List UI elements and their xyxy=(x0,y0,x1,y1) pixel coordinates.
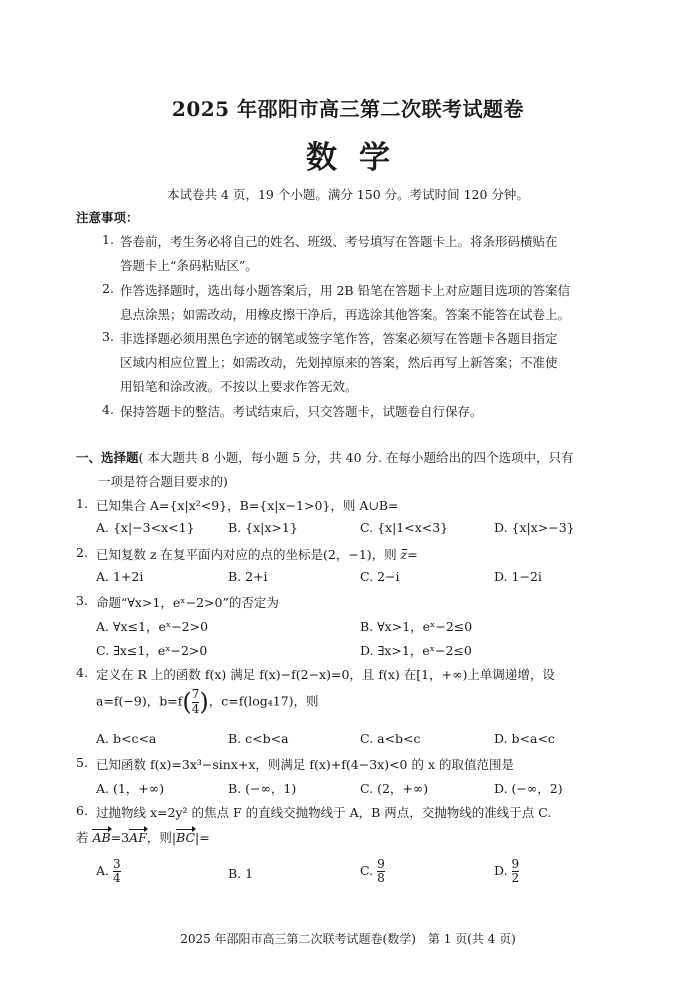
page-footer: 2025 年邵阳市高三第二次联考试题卷(数学) 第 1 页(共 4 页) xyxy=(180,932,516,946)
q1-option-c: C. {x|1<x<3} xyxy=(360,520,449,535)
subject-title: 数学 xyxy=(306,140,412,176)
notice-item-2-line-1: 作答选择题时，选出每小题答案后，用 2B 铅笔在答题卡上对应题目选项的答案信 xyxy=(120,283,571,298)
q4-option-d: D. b<a<c xyxy=(494,731,555,746)
q4-a-part: a=f(−9)，b=f xyxy=(96,693,183,709)
q6-vector-ab: AB xyxy=(92,830,111,845)
q6-option-c-den: 8 xyxy=(377,871,385,886)
q2-stem-a: 已知复数 z 在复平面内对应的点的坐标是(2，−1)，则 xyxy=(96,547,401,562)
q4-stem-1: 定义在 R 上的函数 f(x) 满足 f(x)−f(2−x)=0，且 f(x) 在[1，+∞)上单调递增，设 xyxy=(96,667,555,682)
q2-option-c: C. 2−i xyxy=(360,569,400,584)
notice-item-3-line-1: 非选择题必须用黑色字迹的钢笔或签字笔作答，答案必须写在答题卡各题目指定 xyxy=(120,331,558,346)
q4-right-paren: ) xyxy=(199,688,209,716)
q5-option-a: A. (1，+∞) xyxy=(96,781,165,796)
notice-heading: 注意事项： xyxy=(76,210,139,225)
q6-stem2-c: |= xyxy=(195,830,210,845)
q6-option-c-num: 9 xyxy=(377,857,385,871)
q4-left-paren: ( xyxy=(182,688,192,716)
q4-c-part: ，c=f(log₄17)，则 xyxy=(208,693,319,709)
q1-option-b: B. {x|x>1} xyxy=(228,520,298,535)
q6-option-d-label: D. xyxy=(494,863,508,879)
section-title: 一、选择题 xyxy=(76,450,139,465)
q6-stem2-a: 若 xyxy=(76,830,93,845)
q3-num: 3. xyxy=(76,593,88,608)
q6-option-a-num: 3 xyxy=(113,857,121,871)
q6-option-d-frac xyxy=(512,858,520,885)
q4-frac-num: 7 xyxy=(191,687,200,702)
q2-stem xyxy=(96,545,418,563)
q2-conjugate-z: z xyxy=(400,547,408,562)
q2-option-d: D. 1−2i xyxy=(494,569,542,584)
q6-option-a xyxy=(96,858,121,885)
q6-stem-1: 过抛物线 x=2y² 的焦点 F 的直线交抛物线于 A，B 两点，交抛物线的准线于点 C. xyxy=(96,805,552,820)
q6-option-d-num: 9 xyxy=(511,857,520,871)
q6-vector-bc: BC xyxy=(176,830,196,845)
q6-option-c-label: C. xyxy=(360,863,374,879)
q1-option-a: A. {x|−3<x<1} xyxy=(96,520,195,535)
q4-option-a: A. b<c<a xyxy=(96,731,157,746)
notice-item-2-line-2: 息点涂黑；如需改动，用橡皮擦干净后，再选涂其他答案。答案不能答在试卷上。 xyxy=(120,307,571,322)
q2-stem-b: = xyxy=(407,547,418,562)
q2-option-b: B. 2+i xyxy=(228,569,268,584)
exam-intro: 本试卷共 4 页，19 个小题。满分 150 分。考试时间 120 分钟。 xyxy=(167,187,529,202)
q6-option-a-label: A. xyxy=(96,863,110,879)
section-desc-1: ( 本大题共 8 小题，每小题 5 分，共 40 分. 在每小题给出的四个选项中，只有 xyxy=(138,450,574,465)
q5-option-b: B. (−∞，1) xyxy=(228,781,297,796)
notice-item-1-line-1: 答卷前，考生务必将自己的姓名、班级、考号填写在答题卡上。将条形码横贴在 xyxy=(120,234,558,249)
q5-num: 5. xyxy=(76,755,88,770)
q3-stem: 命题“∀x>1，eˣ−2>0”的否定为 xyxy=(96,595,279,610)
q2-num: 2. xyxy=(76,545,88,560)
q3-option-c: C. ∃x≤1，eˣ−2>0 xyxy=(96,643,208,658)
q6-stem2-eq: =3 xyxy=(110,830,130,845)
notice-item-2-num: 2. xyxy=(102,281,114,296)
q5-option-c: C. (2，+∞) xyxy=(360,781,429,796)
q6-num: 6. xyxy=(76,803,88,818)
q5-stem: 已知函数 f(x)=3x³−sinx+x，则满足 f(x)+f(4−3x)<0 的 x 的取值范围是 xyxy=(96,757,514,772)
q4-frac-den: 4 xyxy=(191,701,200,716)
q1-option-d: D. {x|x>−3} xyxy=(494,520,575,535)
q4-stem-2 xyxy=(96,688,319,716)
q6-stem2-b: ，则| xyxy=(146,830,177,845)
q6-option-a-den: 4 xyxy=(113,871,121,886)
q1-stem: 已知集合 A={x|x²<9}，B={x|x−1>0}，则 A∪B= xyxy=(96,498,399,513)
q3-option-d: D. ∃x>1，eˣ−2≤0 xyxy=(360,643,472,658)
q6-option-d xyxy=(494,858,519,885)
q3-option-a: A. ∀x≤1，eˣ−2>0 xyxy=(96,619,209,634)
q6-option-c-frac xyxy=(377,858,385,885)
q6-option-c xyxy=(360,858,385,885)
notice-item-1-line-2: 答题卡上“条码粘贴区”。 xyxy=(120,258,258,273)
q3-option-b: B. ∀x>1，eˣ−2≤0 xyxy=(360,619,473,634)
notice-item-4-line-1: 保持答题卡的整洁。考试结束后，只交答题卡，试题卷自行保存。 xyxy=(120,404,483,419)
q2-option-a: A. 1+2i xyxy=(96,569,144,584)
q6-stem-2 xyxy=(76,828,210,846)
notice-item-1-num: 1. xyxy=(102,232,114,247)
q1-num: 1. xyxy=(76,496,88,511)
q5-option-d: D. (−∞，2) xyxy=(494,781,563,796)
notice-item-3-num: 3. xyxy=(102,329,114,344)
section-heading xyxy=(76,448,573,466)
q6-vector-af: AF xyxy=(129,830,147,845)
q4-option-c: C. a<b<c xyxy=(360,731,421,746)
q4-num: 4. xyxy=(76,665,88,680)
q4-option-b: B. c<b<a xyxy=(228,731,289,746)
q6-option-a-frac xyxy=(113,858,121,885)
exam-title: 2025 年邵阳市高三第二次联考试题卷 xyxy=(171,97,525,121)
notice-item-3-line-2: 区域内相应位置上；如需改动，先划掉原来的答案，然后再写上新答案；不准使 xyxy=(120,355,558,370)
q6-option-b: B. 1 xyxy=(228,866,254,881)
q6-option-d-den: 2 xyxy=(511,871,520,886)
section-desc-2: 一项是符合题目要求的) xyxy=(98,474,228,489)
notice-item-4-num: 4. xyxy=(102,402,114,417)
notice-item-3-line-3: 用铅笔和涂改液。不按以上要求作答无效。 xyxy=(120,379,358,394)
